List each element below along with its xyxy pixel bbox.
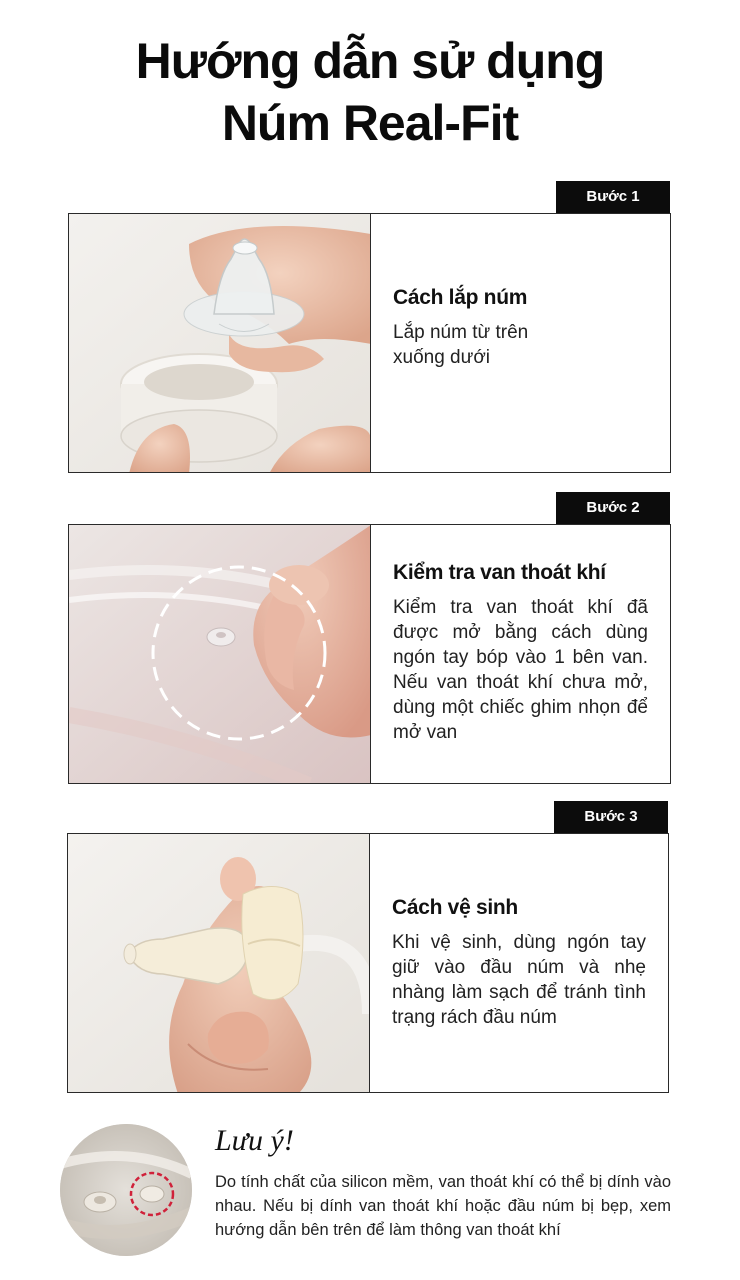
step-1-card (68, 213, 671, 473)
step-3-tag: Bước 3 (554, 801, 668, 833)
note-valve-image (60, 1124, 192, 1256)
step-1-heading: Cách lắp núm (393, 286, 528, 309)
page-title-line-2: Núm Real-Fit (221, 95, 519, 151)
nipple-assembly-image (69, 214, 371, 472)
valve-closeup-image (60, 1124, 192, 1256)
step-2-text (393, 561, 648, 745)
step-3-heading: Cách vệ sinh (392, 896, 518, 919)
step-1-photo (69, 214, 371, 472)
step-1-tag: Bước 1 (556, 181, 670, 213)
step-2-body: Kiểm tra van thoát khí đã được mở bằng cách dùng ngón tay bóp vào 1 bên van. Nếu van thoát khí chưa mở, dùng một chiếc ghim nhọn để mở van (393, 597, 648, 743)
step-3-text (392, 896, 646, 1030)
step-1-text (393, 286, 648, 370)
step-2-card (68, 524, 671, 784)
step-2-tag: Bước 2 (556, 492, 670, 524)
note-title: Lưu ý! (215, 1124, 294, 1157)
step-3-photo (68, 834, 370, 1092)
note-body: Do tính chất của silicon mềm, van thoát khí có thể bị dính vào nhau. Nếu bị dính van thoát khí hoặc đầu núm bị bẹp, xem hướng dẫn bên trên để làm thông van thoát khí (215, 1173, 671, 1239)
step-3-card (67, 833, 669, 1093)
cleaning-nipple-image (68, 834, 370, 1092)
page-title-line-1: Hướng dẫn sử dụng (135, 33, 605, 89)
step-3-body: Khi vệ sinh, dùng ngón tay giữ vào đầu núm và nhẹ nhàng làm sạch để tránh tình trạng rách đầu núm (392, 932, 646, 1028)
air-valve-check-image (69, 525, 371, 783)
step-1-body: Lắp núm từ trên xuống dưới (393, 322, 529, 368)
step-2-photo (69, 525, 371, 783)
page-title (0, 30, 740, 154)
step-2-heading: Kiểm tra van thoát khí (393, 561, 606, 584)
